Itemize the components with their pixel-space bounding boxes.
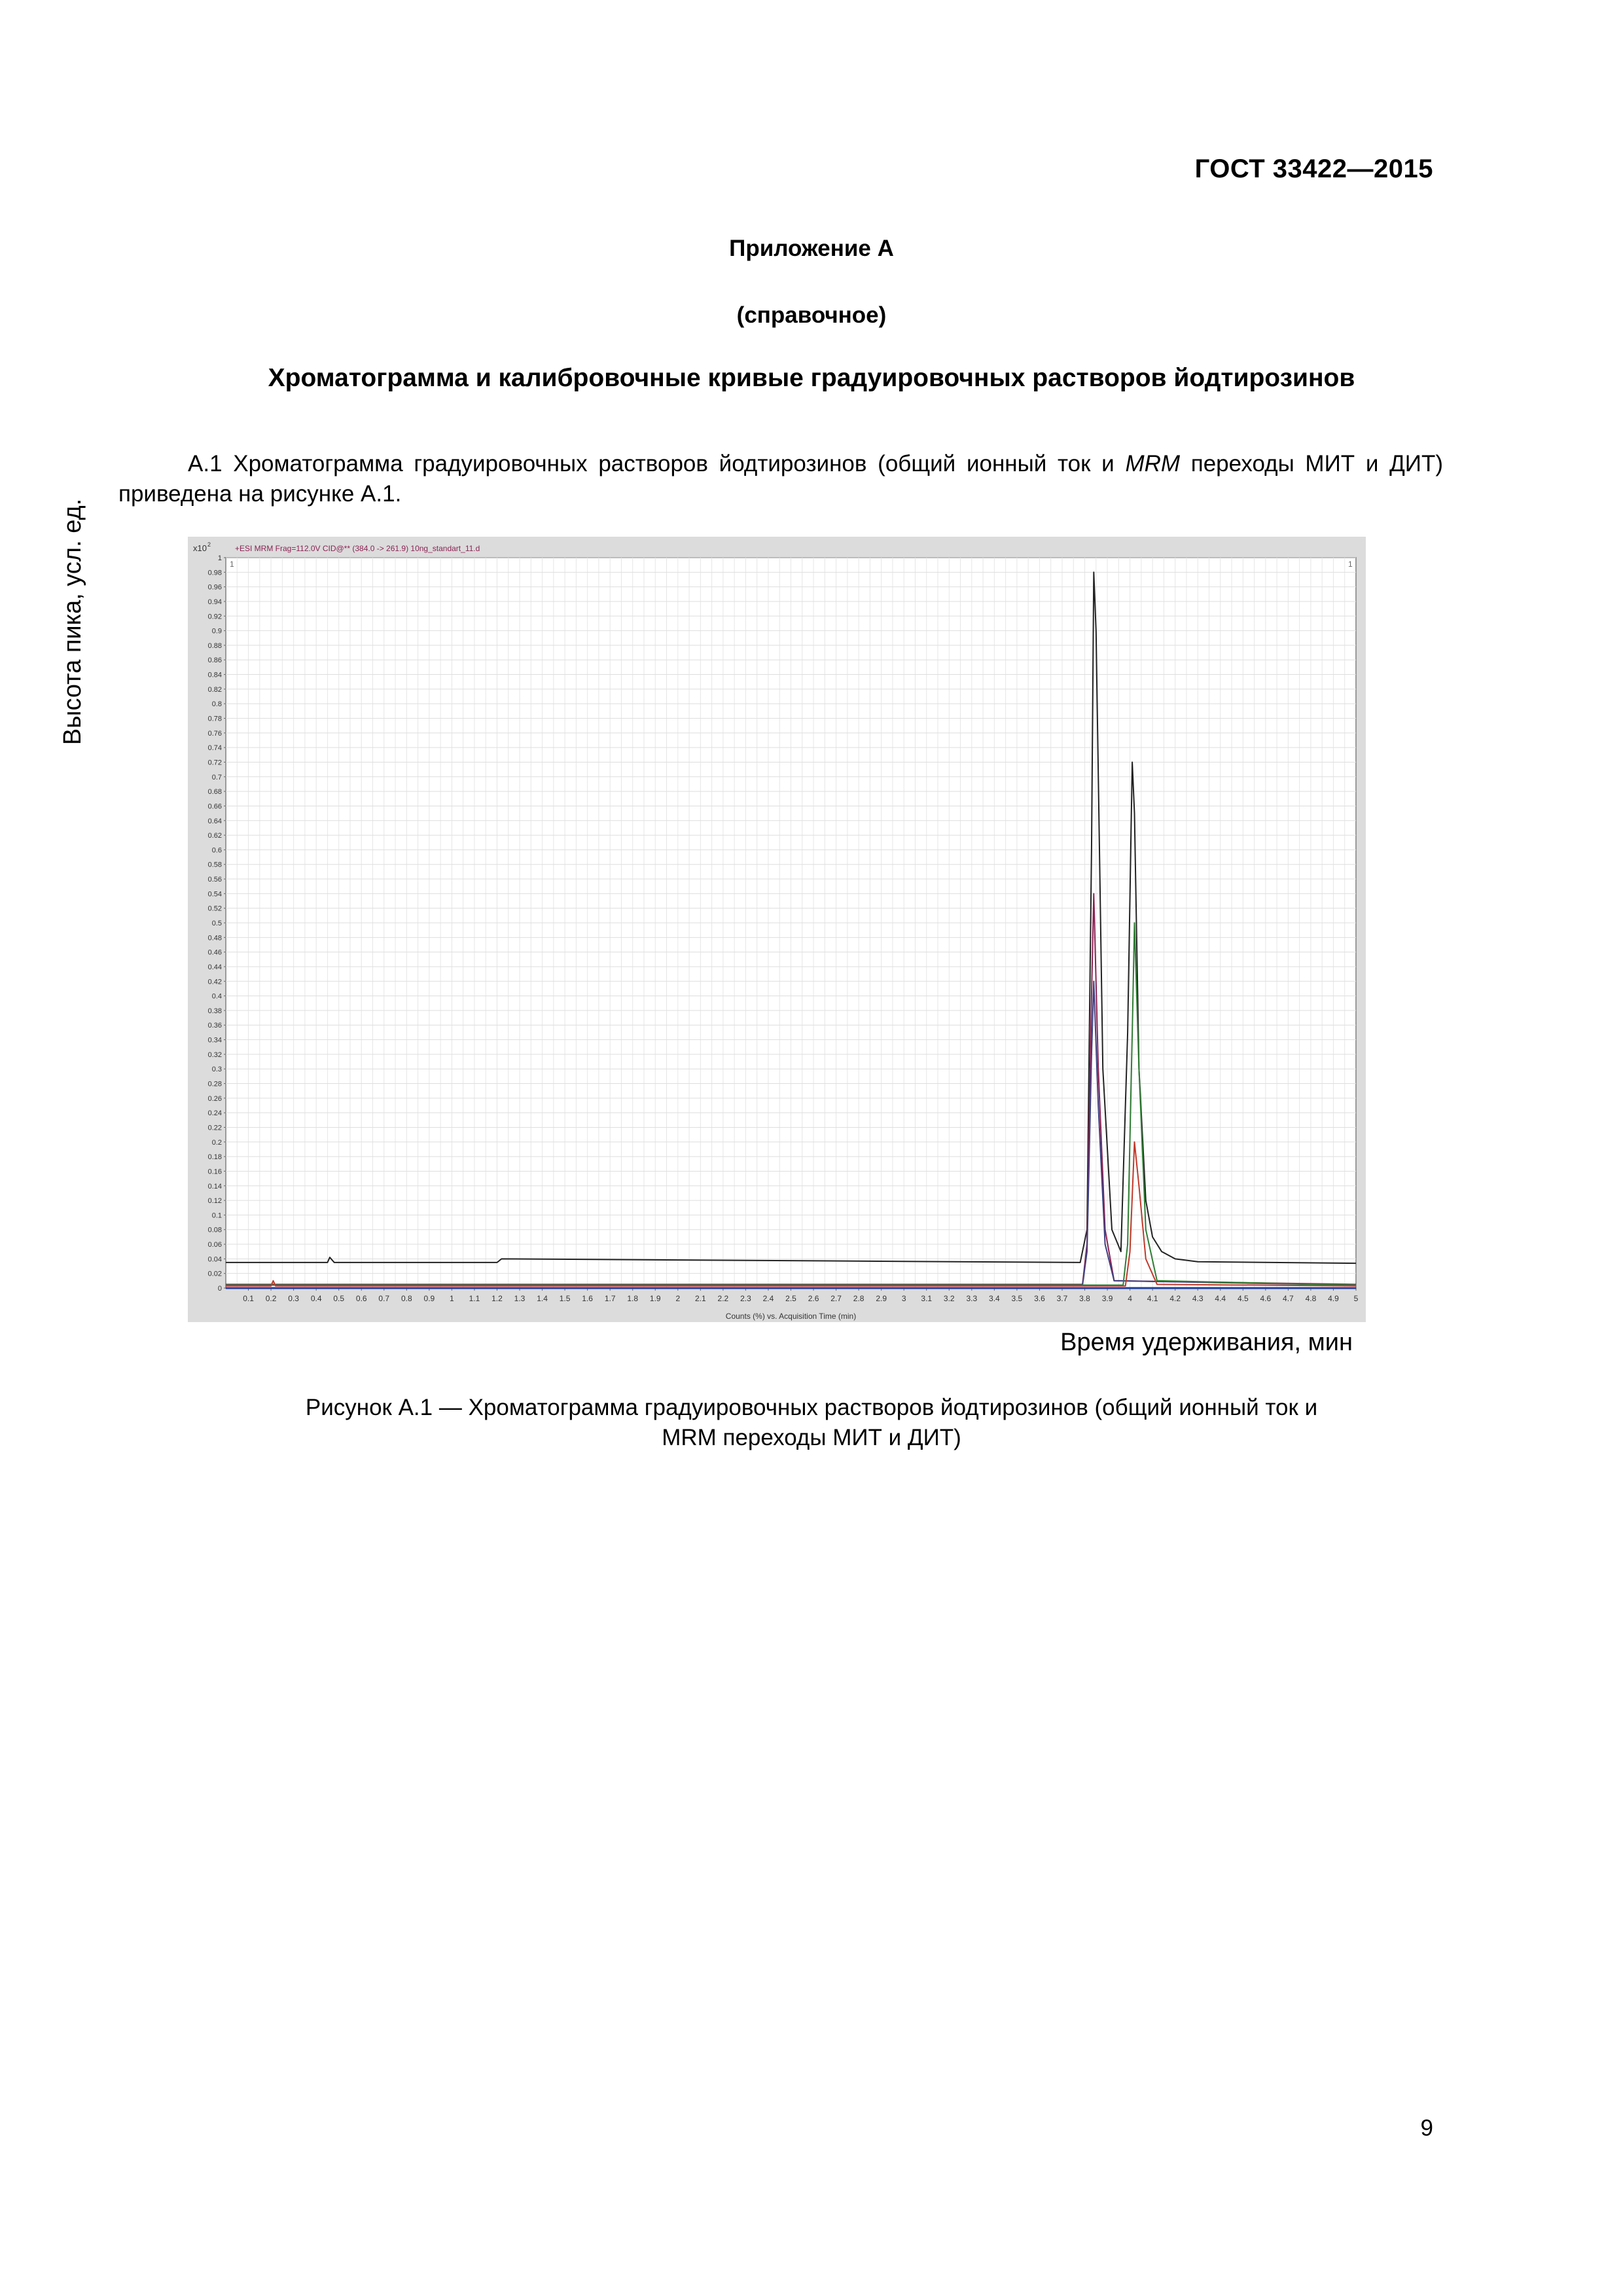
x-tick-label: 1.1 bbox=[469, 1294, 480, 1303]
scale-label: x10 bbox=[193, 543, 207, 553]
section-title: Хроматограмма и калибровочные кривые градуировочных растворов йодтирозинов bbox=[268, 364, 1355, 392]
y-tick-label: 0.52 bbox=[207, 905, 222, 913]
y-tick-label: 0.16 bbox=[207, 1168, 222, 1176]
y-tick-label: 0.58 bbox=[207, 861, 222, 869]
x-tick-label: 2.9 bbox=[876, 1294, 887, 1303]
scale-exponent: 2 bbox=[207, 541, 211, 548]
y-tick-label: 0.1 bbox=[211, 1211, 222, 1220]
y-tick-label: 0.96 bbox=[207, 583, 222, 592]
x-tick-label: 1.3 bbox=[514, 1294, 526, 1303]
y-tick-label: 0.02 bbox=[207, 1270, 222, 1278]
chart-x-axis-label: Counts (%) vs. Acquisition Time (min) bbox=[725, 1312, 857, 1321]
x-tick-label: 1.9 bbox=[649, 1294, 661, 1303]
y-tick-label: 0.66 bbox=[207, 802, 222, 811]
page-number: 9 bbox=[1420, 2115, 1433, 2141]
x-tick-label: 3.1 bbox=[921, 1294, 933, 1303]
x-tick-label: 1 bbox=[450, 1294, 454, 1303]
figure-caption bbox=[216, 1393, 1407, 1453]
x-tick-label: 4.4 bbox=[1215, 1294, 1226, 1303]
y-tick-label: 0.62 bbox=[207, 832, 222, 840]
chromatogram-chart bbox=[188, 537, 1366, 1322]
y-tick-label: 0.7 bbox=[211, 773, 222, 781]
y-tick-label: 0.34 bbox=[207, 1036, 222, 1045]
y-tick-label: 0.42 bbox=[207, 978, 222, 986]
x-tick-label: 3.8 bbox=[1079, 1294, 1090, 1303]
y-tick-label: 0.76 bbox=[207, 729, 222, 738]
x-tick-label: 1.2 bbox=[491, 1294, 503, 1303]
y-tick-label: 0.2 bbox=[211, 1138, 222, 1147]
y-tick-label: 0.46 bbox=[207, 948, 222, 957]
y-tick-label: 0.38 bbox=[207, 1007, 222, 1015]
x-tick-label: 5 bbox=[1353, 1294, 1359, 1303]
marker-left: 1 bbox=[230, 560, 234, 569]
x-tick-label: 3.3 bbox=[966, 1294, 978, 1303]
caption-line-1: Рисунок А.1 — Хроматограмма градуировочных растворов йодтирозинов (общий ионный ток и bbox=[305, 1395, 1318, 1420]
x-tick-label: 3.2 bbox=[943, 1294, 955, 1303]
x-tick-label: 3 bbox=[901, 1294, 906, 1303]
y-tick-label: 0.08 bbox=[207, 1226, 222, 1234]
y-axis-label: Высота пика, усл. ед. bbox=[59, 498, 86, 745]
y-tick-label: 0.92 bbox=[207, 613, 222, 621]
paragraph-a1 bbox=[118, 449, 1443, 509]
x-tick-label: 3.4 bbox=[989, 1294, 1000, 1303]
y-tick-label: 0.74 bbox=[207, 744, 222, 753]
y-tick-label: 0.06 bbox=[207, 1241, 222, 1249]
x-tick-label: 2.6 bbox=[808, 1294, 819, 1303]
x-tick-label: 0.4 bbox=[310, 1294, 322, 1303]
y-tick-label: 0.26 bbox=[207, 1094, 222, 1103]
y-tick-label: 0.3 bbox=[211, 1066, 222, 1074]
x-tick-label: 2.2 bbox=[717, 1294, 729, 1303]
x-tick-label: 3.9 bbox=[1101, 1294, 1113, 1303]
x-tick-label: 0.5 bbox=[333, 1294, 345, 1303]
x-tick-label: 4.8 bbox=[1305, 1294, 1317, 1303]
y-tick-label: 0.24 bbox=[207, 1109, 222, 1118]
x-tick-label: 3.6 bbox=[1034, 1294, 1045, 1303]
y-tick-label: 0.78 bbox=[207, 715, 222, 723]
y-tick-label: 0.98 bbox=[207, 569, 222, 577]
x-tick-label: 4.3 bbox=[1192, 1294, 1204, 1303]
x-tick-label: 4.6 bbox=[1260, 1294, 1272, 1303]
x-tick-label: 1.5 bbox=[559, 1294, 571, 1303]
x-tick-label: 1.6 bbox=[582, 1294, 593, 1303]
x-tick-label: 0.3 bbox=[288, 1294, 299, 1303]
y-tick-label: 0.9 bbox=[211, 627, 222, 636]
y-tick-label: 0.28 bbox=[207, 1080, 222, 1088]
x-tick-label: 1.8 bbox=[627, 1294, 639, 1303]
y-tick-label: 0.68 bbox=[207, 788, 222, 797]
x-tick-label: 3.7 bbox=[1056, 1294, 1068, 1303]
annex-type: (справочное) bbox=[736, 302, 887, 328]
caption-line-2: MRM переходы МИТ и ДИТ) bbox=[662, 1425, 961, 1450]
y-tick-label: 0.4 bbox=[211, 992, 222, 1001]
x-tick-label: 4.5 bbox=[1237, 1294, 1249, 1303]
x-tick-label: 1.4 bbox=[537, 1294, 548, 1303]
x-tick-label: 2.7 bbox=[830, 1294, 842, 1303]
annex-title: Приложение А bbox=[729, 236, 894, 261]
x-tick-label: 2.8 bbox=[853, 1294, 865, 1303]
chromatogram-figure bbox=[188, 537, 1366, 1322]
y-tick-label: 0.22 bbox=[207, 1124, 222, 1132]
y-tick-label: 0.84 bbox=[207, 671, 222, 679]
x-tick-label: 0.8 bbox=[401, 1294, 412, 1303]
y-tick-label: 0.48 bbox=[207, 934, 222, 942]
x-tick-label: 0.2 bbox=[265, 1294, 277, 1303]
y-tick-label: 0.04 bbox=[207, 1255, 222, 1264]
paragraph-text-1: А.1 Хроматограмма градуировочных растворов йодтирозинов (общий ионный ток и bbox=[188, 451, 1126, 476]
paragraph-emphasis: MRM bbox=[1125, 451, 1181, 476]
x-tick-label: 4.1 bbox=[1147, 1294, 1158, 1303]
y-tick-label: 0.18 bbox=[207, 1153, 222, 1162]
x-tick-label: 2.4 bbox=[762, 1294, 774, 1303]
x-tick-label: 4.9 bbox=[1328, 1294, 1339, 1303]
document-code: ГОСТ 33422—2015 bbox=[1194, 154, 1433, 183]
y-tick-label: 1 bbox=[217, 554, 222, 562]
x-tick-label: 2.3 bbox=[740, 1294, 751, 1303]
y-tick-label: 0.5 bbox=[211, 920, 222, 927]
x-tick-label: 0.7 bbox=[378, 1294, 390, 1303]
x-tick-label: 2.5 bbox=[785, 1294, 796, 1303]
paragraph-text-2: переходы МИТ и ДИТ) приведена на рисунке А.1. bbox=[118, 451, 1444, 507]
y-tick-label: 0.88 bbox=[207, 641, 222, 650]
marker-right: 1 bbox=[1348, 560, 1353, 569]
x-tick-label: 3.5 bbox=[1011, 1294, 1023, 1303]
chart-title: +ESI MRM Frag=112.0V CID@** (384.0 -> 261.9) 10ng_standart_11.d bbox=[235, 544, 480, 553]
y-tick-label: 0.54 bbox=[207, 890, 222, 899]
x-axis-label: Время удерживания, мин bbox=[1060, 1329, 1353, 1356]
y-tick-label: 0.8 bbox=[211, 700, 222, 709]
y-tick-label: 0.82 bbox=[207, 685, 222, 694]
y-tick-label: 0.72 bbox=[207, 759, 222, 767]
x-tick-label: 0.6 bbox=[355, 1294, 367, 1303]
y-tick-label: 0.36 bbox=[207, 1022, 222, 1030]
y-tick-label: 0.44 bbox=[207, 963, 222, 971]
x-tick-label: 2 bbox=[675, 1294, 681, 1303]
y-tick-label: 0 bbox=[217, 1285, 222, 1293]
x-tick-label: 4.7 bbox=[1283, 1294, 1294, 1303]
x-tick-label: 0.9 bbox=[423, 1294, 435, 1303]
x-tick-label: 4 bbox=[1128, 1294, 1132, 1303]
y-tick-label: 0.6 bbox=[211, 846, 222, 855]
y-tick-label: 0.12 bbox=[207, 1197, 222, 1206]
x-tick-label: 4.2 bbox=[1169, 1294, 1181, 1303]
x-tick-label: 0.1 bbox=[243, 1294, 254, 1303]
y-tick-label: 0.86 bbox=[207, 656, 222, 665]
y-tick-label: 0.32 bbox=[207, 1050, 222, 1059]
x-tick-label: 2.1 bbox=[694, 1294, 706, 1303]
y-tick-label: 0.64 bbox=[207, 817, 222, 825]
x-tick-label: 1.7 bbox=[604, 1294, 616, 1303]
y-tick-label: 0.94 bbox=[207, 598, 222, 606]
y-tick-label: 0.14 bbox=[207, 1182, 222, 1191]
y-tick-label: 0.56 bbox=[207, 876, 222, 884]
